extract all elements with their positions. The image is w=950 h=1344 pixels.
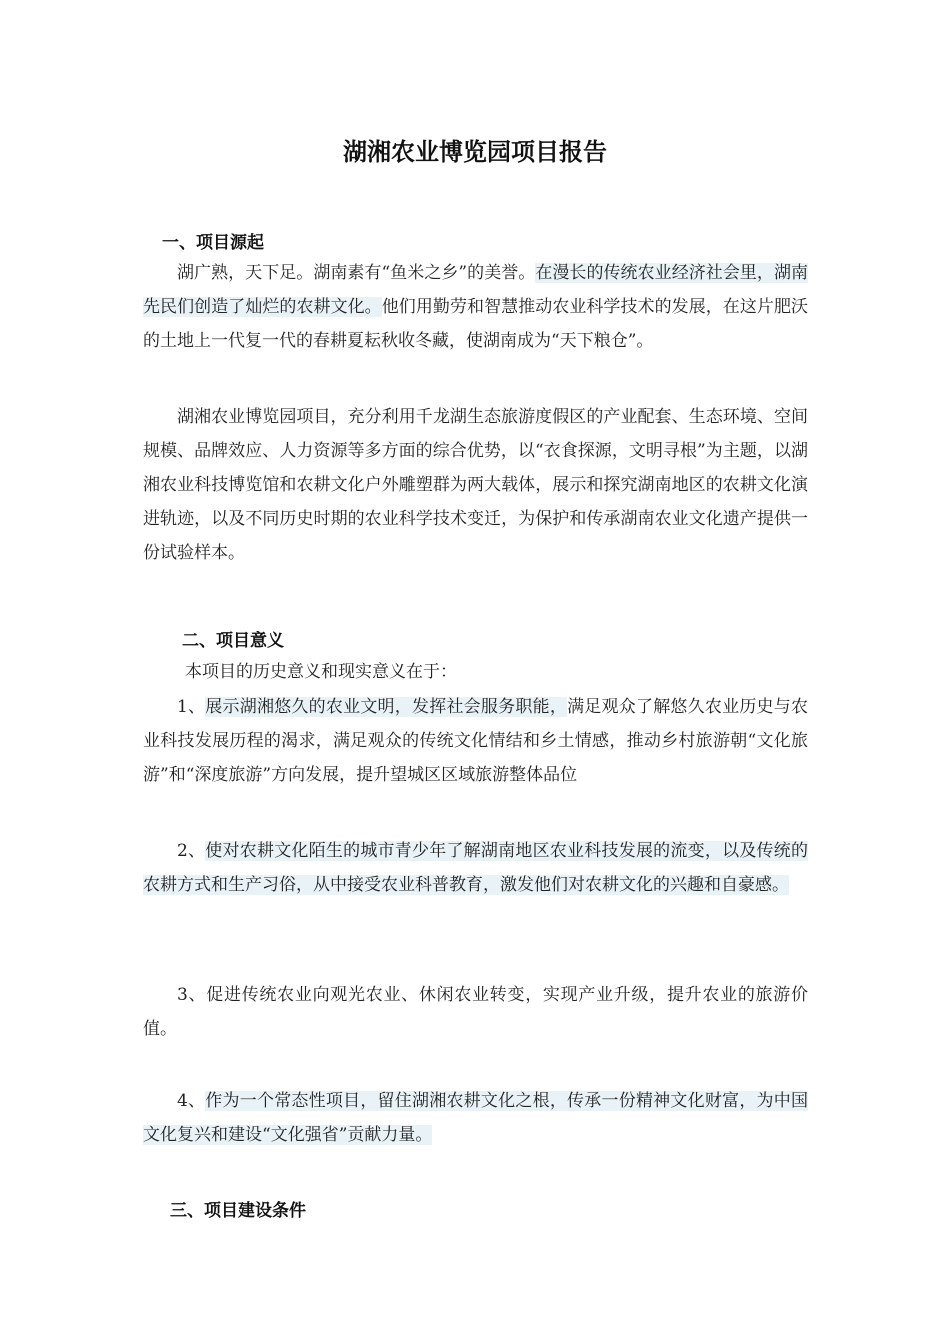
item-text: 促进传统农业向观光农业、休闲农业转变，实现产业升级，提升农业的旅游价值。	[143, 985, 808, 1039]
paragraph-origin-1	[143, 256, 808, 358]
item-number: 4、	[177, 1091, 206, 1111]
significance-item-3	[143, 978, 808, 1046]
highlighted-text: 使对农耕文化陌生的城市青少年了解湖南地区农业科技发展的流变，以及传统的农耕方式和生产习俗，从中接受农业科普教育，激发他们对农耕文化的兴趣和自豪感。	[143, 841, 808, 895]
highlighted-text: 展示湖湘悠久的农业文明，发挥社会服务职能，	[205, 697, 568, 717]
highlighted-text: 在漫长的传统农业经济社会里，湖南先民们创造了灿烂的农耕文化。	[143, 263, 808, 317]
paragraph-origin-2: 湖湘农业博览园项目，充分利用千龙湖生态旅游度假区的产业配套、生态环境、空间规模、品牌效应、人力资源等多方面的综合优势，以“衣食探源，文明寻根”为主题，以湖湘农业科技博览馆和农耕文化户外雕塑群为两大载体，展示和探究湖南地区的农耕文化演进轨迹，以及不同历史时期的农业科学技术变迁，为保护和传承湖南农业文化遗产提供一份试验样本。	[143, 407, 808, 563]
significance-item-4	[143, 1084, 808, 1152]
significance-intro: 本项目的历史意义和现实意义在于：	[185, 662, 457, 682]
item-number: 1、	[177, 697, 206, 717]
item-text: 满足观众了解悠久农业历史与农业科技发展历程的渴求，满足观众的传统文化情结和乡土情感，推动乡村旅游朝“文化旅游”和“深度旅游”方向发展，提升望城区区域旅游整体品位	[143, 697, 809, 785]
section-heading-significance: 二、项目意义	[182, 631, 284, 651]
section-heading-conditions: 三、项目建设条件	[170, 1201, 306, 1221]
section-heading-origin: 一、项目源起	[162, 233, 264, 253]
document-title: 湖湘农业博览园项目报告	[343, 138, 607, 166]
item-number: 3、	[177, 985, 207, 1005]
significance-item-2	[143, 834, 808, 902]
significance-item-1	[143, 690, 808, 792]
paragraph-text: 湖广熟，天下足。湖南素有“鱼米之乡”的美誉。	[177, 263, 536, 283]
item-number: 2、	[177, 841, 206, 861]
paragraph-text: 他们用勤劳和智慧推动农业科学技术的发展，在这片肥沃的土地上一代复一代的春耕夏耘秋收冬藏，使湖南成为“天下粮仓”。	[143, 297, 809, 351]
highlighted-text: 作为一个常态性项目，留住湖湘农耕文化之根，传承一份精神文化财富，为中国文化复兴和建设“文化强省”贡献力量。	[143, 1091, 808, 1145]
